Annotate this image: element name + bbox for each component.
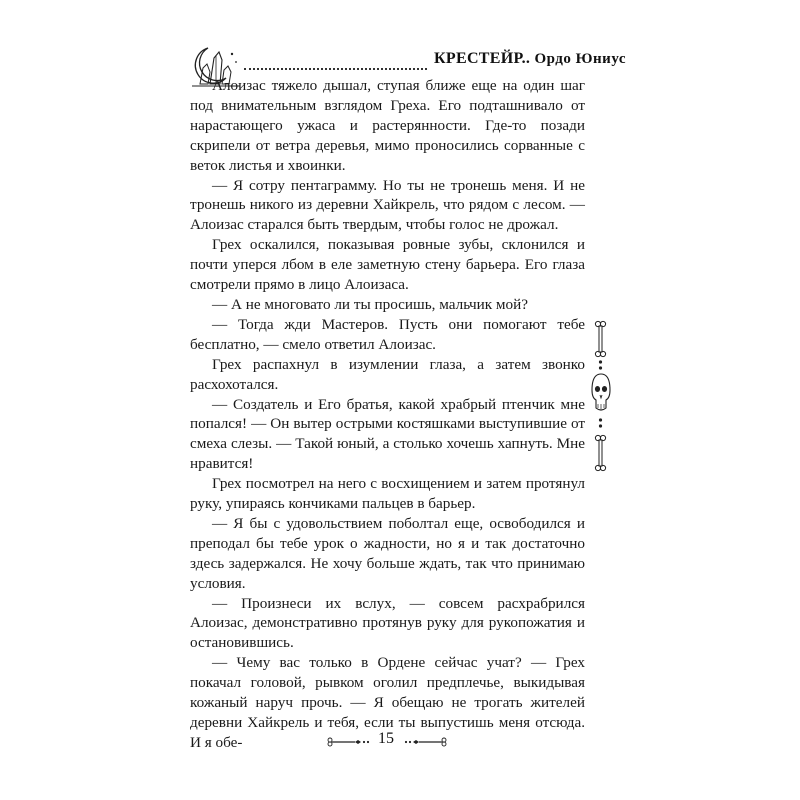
skull-icon — [592, 374, 610, 410]
page-number: 15 — [378, 730, 394, 747]
header-dotted-leader — [244, 68, 427, 70]
paragraph: — А не многовато ли ты просишь, мальчик мой? — [212, 295, 528, 313]
paragraph: Алоизас тяжело дышал, ступая ближе еще на один шаг под внимательным взглядом Греха. Его подташнивало от нарастающего ужаса и растерянности. Где-то позади скрипели от ветра деревья, мимо проносились сорванные с веток листья и хвоинки. — [190, 77, 585, 174]
paragraph: — Чему вас только в Ордене сейчас учат? — Грех покачал головой, рывком оголил предплечье, выкидывая кожаный наруч прочь. — Я обещаю не трогать жителей деревни Хайкрель и тебя, если ты выпустишь меня отсюда. И я обе- — [190, 654, 585, 751]
running-header-title — [434, 50, 626, 68]
page-footer — [0, 728, 800, 758]
paragraph: — Тогда жди Мастеров. Пусть они помогают тебе бесплатно, — смело ответил Алоизас. — [190, 315, 585, 353]
series-name: Ордо Юниус — [534, 51, 627, 67]
header-separator: .. — [521, 50, 531, 67]
paragraph: — Я сотру пентаграмму. Но ты не тронешь меня. И не тронешь никого из деревни Хайкрель, что рядом с лесом. — Алоизас старался быть твердым, чтобы голос не дрожал. — [190, 176, 585, 234]
paragraph: — Я бы с удовольствием поболтал еще, освободился и преподал бы тебе урок о жадности, но я и так достаточно здесь задержался. Не хочу больше ждать, так что принимаю условия. — [190, 514, 585, 592]
paragraph: — Создатель и Его братья, какой храбрый птенчик мне попался! — Он вытер острыми костяшками выступившие от смеха слезы. — Такой юный, а столько хочешь хапнуть. Мне нравится! — [190, 395, 585, 473]
bone-icon — [595, 435, 605, 470]
paragraph: Грех посмотрел на него с восхищением и затем протянул руку, упираясь кончиками пальцев в барьер. — [190, 475, 585, 513]
book-title: КРЕСТЕЙР — [434, 50, 522, 67]
footer-left-bone-ornament-icon — [327, 736, 371, 748]
bone-icon — [595, 321, 605, 356]
paragraph: Грех оскалился, показывая ровные зубы, склонился и почти уперся лбом в еле заметную стену барьера. Его глаза смотрели прямо в лицо Алоизаса. — [190, 236, 585, 294]
paragraph: Грех распахнул в изумлении глаза, а затем звонко расхохотался. — [190, 355, 585, 393]
bone-skull-ornament-icon — [588, 320, 614, 480]
paragraph: — Произнеси их вслух, — совсем расхрабрился Алоизас, демонстративно протянув руку для рукопожатия и остановившись. — [190, 594, 585, 652]
body-text — [190, 76, 585, 753]
footer-right-bone-ornament-icon — [403, 736, 447, 748]
